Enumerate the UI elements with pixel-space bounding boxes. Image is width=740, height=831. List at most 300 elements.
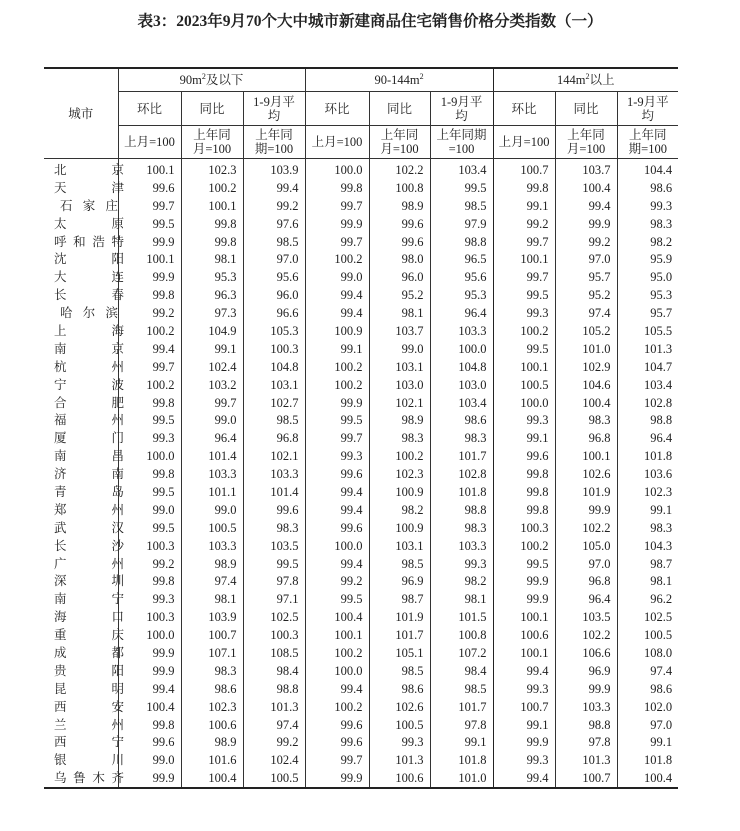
index-value: 95.3 [181,268,243,286]
index-value: 96.4 [555,590,617,608]
index-value: 99.5 [118,215,181,233]
index-value: 99.1 [181,340,243,358]
index-value: 100.6 [369,769,430,788]
index-value: 102.3 [181,698,243,716]
city-cell [44,608,124,626]
index-value: 100.0 [493,394,555,412]
header-base: 上月=100 [493,126,555,159]
index-value: 99.6 [305,465,369,483]
table-row [44,483,678,501]
group-label: 90-144m [374,73,420,87]
index-value: 108.0 [617,644,678,662]
index-value: 100.6 [493,626,555,644]
index-value: 105.1 [369,644,430,662]
city-name: 武汉 [54,520,124,535]
index-value: 99.1 [617,734,678,752]
index-value: 99.7 [305,197,369,215]
index-value: 97.8 [430,716,493,734]
index-value: 103.1 [243,376,305,394]
index-value: 100.2 [305,358,369,376]
group-sup: 2 [419,71,424,81]
index-value: 97.1 [243,590,305,608]
city-cell [44,751,124,769]
table-title: 表3：2023年9月70个大中城市新建商品住宅销售价格分类指数（一） [137,13,603,30]
index-value: 103.2 [181,376,243,394]
city-name: 乌鲁木齐 [54,771,124,786]
index-value: 99.3 [369,734,430,752]
header-sub: 同比 [369,92,430,126]
table-row [44,751,678,769]
index-value: 99.8 [181,233,243,251]
city-name: 石家庄 [60,198,118,213]
index-value: 99.6 [305,716,369,734]
index-value: 97.6 [243,215,305,233]
index-value: 98.9 [369,197,430,215]
index-value: 101.0 [555,340,617,358]
city-name: 宁波 [54,377,124,392]
index-value: 99.5 [493,286,555,304]
index-value: 98.6 [181,680,243,698]
index-value: 103.3 [243,465,305,483]
header-base: 上年同月=100 [181,126,243,159]
index-value: 98.5 [430,680,493,698]
index-value: 103.1 [369,537,430,555]
index-value: 100.1 [493,250,555,268]
group-label-suffix: 以上 [589,73,615,87]
header-city: 城市 [44,68,118,159]
index-value: 101.4 [243,483,305,501]
index-value: 99.5 [493,555,555,573]
city-name: 天津 [54,180,124,195]
city-cell [44,698,124,716]
index-value: 96.9 [369,572,430,590]
index-value: 100.2 [305,376,369,394]
index-value: 99.8 [493,465,555,483]
index-value: 103.3 [181,537,243,555]
table-row [44,411,678,429]
index-value: 97.4 [555,304,617,322]
index-value: 102.8 [430,465,493,483]
index-value: 103.3 [430,322,493,340]
index-value: 104.8 [430,358,493,376]
index-value: 100.8 [430,626,493,644]
index-value: 98.5 [369,662,430,680]
index-value: 99.0 [305,268,369,286]
index-value: 101.1 [181,483,243,501]
city-name: 郑州 [54,502,124,517]
index-value: 95.6 [243,268,305,286]
index-value: 98.7 [617,555,678,573]
city-name: 广州 [54,556,124,571]
index-value: 107.1 [181,644,243,662]
city-cell [44,358,124,376]
index-value: 100.1 [493,608,555,626]
index-value: 99.3 [493,680,555,698]
index-value: 102.2 [555,519,617,537]
index-value: 99.0 [369,340,430,358]
index-value: 99.9 [555,680,617,698]
index-value: 104.9 [181,322,243,340]
city-cell [44,179,124,197]
index-value: 97.4 [617,662,678,680]
index-value: 103.9 [181,608,243,626]
index-value: 101.8 [617,751,678,769]
index-value: 103.3 [181,465,243,483]
city-name: 哈尔滨 [60,306,118,321]
index-value: 100.1 [305,626,369,644]
index-value: 101.8 [430,751,493,769]
index-value: 99.3 [493,304,555,322]
index-value: 99.4 [305,483,369,501]
index-value: 95.6 [430,268,493,286]
index-value: 99.0 [118,751,181,769]
index-value: 107.2 [430,644,493,662]
index-value: 99.0 [181,411,243,429]
index-value: 98.1 [181,250,243,268]
index-value: 99.1 [493,197,555,215]
index-value: 105.3 [243,322,305,340]
index-value: 100.0 [305,159,369,179]
index-value: 106.6 [555,644,617,662]
table-row [44,286,678,304]
city-name: 合肥 [54,395,124,410]
index-value: 99.8 [118,394,181,412]
index-value: 105.0 [555,537,617,555]
city-cell [44,376,124,394]
index-value: 101.5 [430,608,493,626]
table-row [44,215,678,233]
index-value: 98.0 [369,250,430,268]
index-value: 99.9 [305,769,369,788]
index-value: 108.5 [243,644,305,662]
index-value: 98.5 [369,555,430,573]
city-cell [44,340,124,358]
table-row [44,572,678,590]
index-value: 102.2 [369,159,430,179]
table-row [44,322,678,340]
index-value: 97.0 [243,250,305,268]
index-value: 98.1 [369,304,430,322]
index-value: 99.3 [617,197,678,215]
city-name: 重庆 [54,628,124,643]
index-value: 100.2 [493,322,555,340]
index-value: 99.9 [305,215,369,233]
index-value: 99.8 [118,465,181,483]
index-value: 102.7 [243,394,305,412]
index-value: 104.6 [555,376,617,394]
table-row [44,376,678,394]
index-value: 102.1 [243,447,305,465]
index-value: 99.6 [369,233,430,251]
index-value: 99.9 [493,590,555,608]
index-value: 100.5 [369,716,430,734]
header-base: 上年同月=100 [555,126,617,159]
table-row [44,340,678,358]
index-value: 99.7 [118,358,181,376]
header-base: 上年同期=100 [430,126,493,159]
index-value: 99.8 [493,483,555,501]
index-value: 98.8 [555,716,617,734]
index-value: 96.4 [617,429,678,447]
index-value: 99.2 [493,215,555,233]
table-row [44,734,678,752]
table-row [44,429,678,447]
index-value: 99.8 [118,286,181,304]
city-cell [44,411,124,429]
index-value: 98.6 [617,680,678,698]
table-row [44,537,678,555]
city-name: 呼和浩特 [54,234,124,249]
index-value: 96.3 [181,286,243,304]
index-value: 97.4 [243,716,305,734]
index-value: 95.0 [617,268,678,286]
city-cell [44,590,124,608]
index-value: 99.9 [493,734,555,752]
index-value: 98.5 [243,411,305,429]
index-value: 99.2 [305,572,369,590]
index-value: 99.9 [555,501,617,519]
index-value: 100.0 [305,662,369,680]
index-value: 100.2 [118,322,181,340]
city-cell [44,268,124,286]
index-value: 98.3 [617,215,678,233]
index-value: 98.4 [430,662,493,680]
index-value: 98.5 [430,197,493,215]
table-row [44,447,678,465]
table-row [44,698,678,716]
index-value: 100.2 [493,537,555,555]
header-sub: 同比 [181,92,243,126]
index-value: 105.2 [555,322,617,340]
index-value: 102.8 [617,394,678,412]
index-value: 99.6 [243,501,305,519]
city-cell [44,501,124,519]
index-value: 99.3 [118,429,181,447]
city-name: 成都 [54,645,124,660]
index-value: 100.3 [243,340,305,358]
index-value: 101.4 [181,447,243,465]
index-value: 100.1 [118,250,181,268]
index-value: 101.8 [430,483,493,501]
index-value: 99.1 [305,340,369,358]
index-value: 100.1 [118,159,181,179]
index-value: 99.4 [493,769,555,788]
index-value: 100.1 [181,197,243,215]
table-body [44,159,678,789]
index-value: 105.5 [617,322,678,340]
index-value: 95.2 [369,286,430,304]
index-value: 98.3 [617,519,678,537]
index-value: 101.7 [369,626,430,644]
group-label: 90m [179,73,202,87]
table-row [44,555,678,573]
index-value: 95.3 [617,286,678,304]
header-group [305,68,493,92]
index-value: 100.5 [181,519,243,537]
index-value: 99.6 [118,734,181,752]
index-value: 99.4 [305,501,369,519]
index-value: 99.5 [430,179,493,197]
index-value: 98.3 [555,411,617,429]
city-cell [44,626,124,644]
group-label: 144m [557,73,586,87]
index-value: 103.5 [555,608,617,626]
index-value: 95.3 [430,286,493,304]
city-name: 贵阳 [54,663,124,678]
city-name: 长春 [54,288,124,303]
city-cell [44,322,124,340]
city-cell [44,304,118,322]
index-value: 99.2 [243,197,305,215]
index-value: 99.4 [305,304,369,322]
index-value: 99.3 [118,590,181,608]
index-value: 100.3 [243,626,305,644]
city-cell [44,519,124,537]
index-value: 99.9 [555,215,617,233]
index-value: 97.8 [243,572,305,590]
index-value: 99.4 [305,286,369,304]
index-value: 100.5 [243,769,305,788]
group-label-suffix: 及以下 [205,73,244,87]
index-value: 102.9 [555,358,617,376]
header-sub: 1-9月平均 [243,92,305,126]
index-value: 95.7 [555,268,617,286]
header-group [493,68,678,92]
index-value: 100.2 [305,644,369,662]
index-value: 99.3 [305,447,369,465]
index-value: 99.9 [493,572,555,590]
index-value: 96.5 [430,250,493,268]
header-sub: 1-9月平均 [617,92,678,126]
index-value: 98.8 [430,501,493,519]
city-cell [44,215,124,233]
index-value: 100.3 [118,608,181,626]
index-value: 99.7 [493,233,555,251]
index-value: 101.9 [555,483,617,501]
index-value: 100.7 [493,698,555,716]
index-value: 99.9 [305,394,369,412]
index-value: 104.8 [243,358,305,376]
index-value: 99.8 [305,179,369,197]
city-name: 青岛 [54,484,124,499]
index-value: 99.6 [118,179,181,197]
index-value: 103.4 [617,376,678,394]
city-cell [44,662,124,680]
city-name: 长沙 [54,538,124,553]
index-value: 99.4 [118,340,181,358]
index-value: 100.0 [118,626,181,644]
index-value: 99.9 [118,644,181,662]
city-name: 兰州 [54,717,124,732]
index-value: 99.3 [430,555,493,573]
index-value: 102.0 [617,698,678,716]
index-value: 99.6 [369,215,430,233]
index-value: 98.3 [430,429,493,447]
header-sub: 环比 [118,92,181,126]
city-name: 银川 [54,753,124,768]
index-value: 99.1 [430,734,493,752]
index-value: 99.1 [493,716,555,734]
index-value: 100.5 [617,626,678,644]
index-value: 98.1 [430,590,493,608]
header-sub: 环比 [305,92,369,126]
index-value: 99.9 [118,233,181,251]
index-value: 98.6 [430,411,493,429]
city-cell [44,680,124,698]
index-value: 102.6 [369,698,430,716]
index-value: 100.4 [617,769,678,788]
group-sup: 2 [585,71,590,81]
index-value: 99.8 [118,572,181,590]
city-name: 济南 [54,467,124,482]
index-value: 99.3 [493,751,555,769]
index-value: 99.8 [118,716,181,734]
table-row [44,233,678,251]
table-row [44,304,678,322]
city-cell [44,465,124,483]
index-value: 99.8 [181,215,243,233]
index-value: 99.5 [118,411,181,429]
index-value: 100.4 [555,179,617,197]
index-value: 98.6 [369,680,430,698]
table-row [44,626,678,644]
index-value: 103.4 [430,159,493,179]
index-value: 101.6 [181,751,243,769]
index-value: 100.1 [493,358,555,376]
index-value: 99.6 [493,447,555,465]
index-value: 100.7 [493,159,555,179]
price-index-table [44,67,678,789]
index-value: 97.8 [555,734,617,752]
index-value: 99.7 [181,394,243,412]
city-name: 福州 [54,413,124,428]
city-name: 南京 [54,341,124,356]
index-value: 98.3 [243,519,305,537]
header-base: 上年同期=100 [617,126,678,159]
index-value: 98.3 [369,429,430,447]
table-row [44,590,678,608]
city-name: 海口 [54,610,124,625]
index-value: 101.3 [617,340,678,358]
index-value: 101.7 [430,447,493,465]
index-value: 103.1 [369,358,430,376]
index-value: 100.8 [369,179,430,197]
index-value: 100.9 [369,483,430,501]
table-row [44,394,678,412]
table-row [44,250,678,268]
index-value: 99.6 [305,734,369,752]
index-value: 100.9 [305,322,369,340]
index-value: 99.9 [118,769,181,788]
city-name: 沈阳 [54,252,124,267]
index-value: 98.2 [617,233,678,251]
index-value: 100.4 [305,608,369,626]
index-value: 98.8 [430,233,493,251]
index-value: 101.3 [555,751,617,769]
table-row [44,179,678,197]
index-value: 96.9 [555,662,617,680]
index-value: 99.3 [493,411,555,429]
city-name: 西安 [54,699,124,714]
index-value: 99.7 [118,197,181,215]
index-value: 97.9 [430,215,493,233]
index-value: 101.3 [243,698,305,716]
city-name: 南宁 [54,592,124,607]
index-value: 99.5 [305,411,369,429]
city-name: 西宁 [54,735,124,750]
index-value: 98.1 [181,590,243,608]
index-value: 98.9 [369,411,430,429]
